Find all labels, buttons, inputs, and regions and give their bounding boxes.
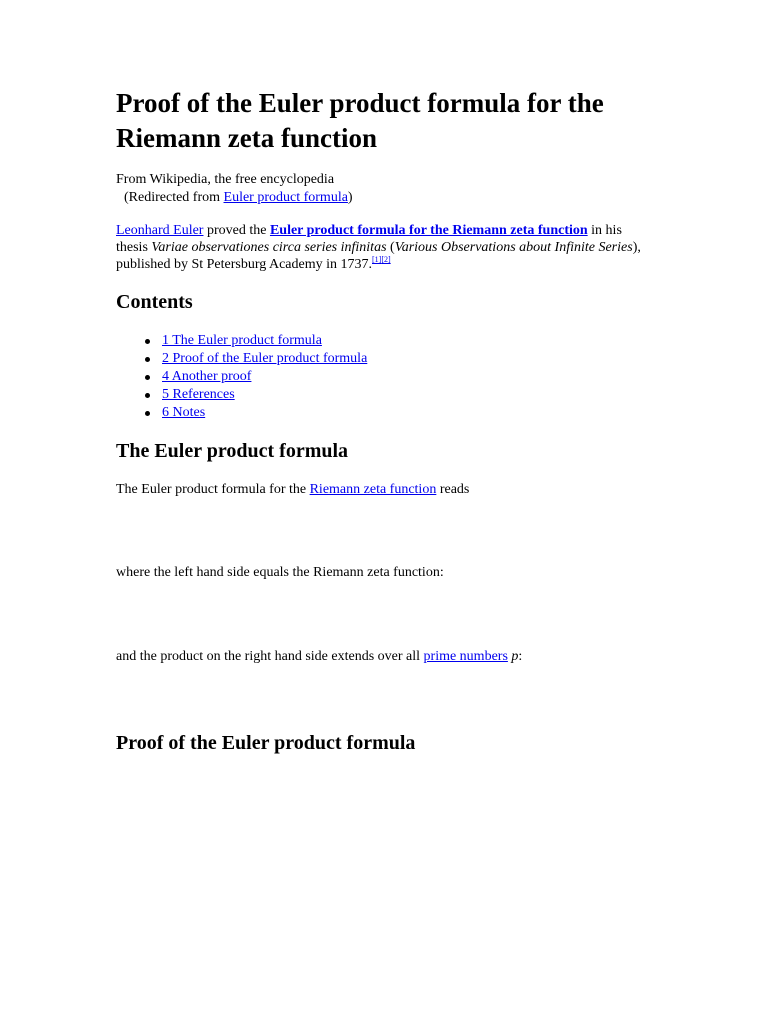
page-title: Proof of the Euler product formula for the Riemann zeta function (116, 88, 604, 153)
redirect-link[interactable]: Euler product formula (223, 190, 348, 205)
intro-text: ), published by St Petersburg Academy in 1737. (116, 240, 641, 272)
table-of-contents (116, 332, 367, 422)
paragraph-text: : (518, 649, 523, 664)
intro-text: ( (386, 240, 395, 255)
product-paragraph (116, 648, 522, 665)
redirect-suffix: ) (347, 190, 353, 205)
prime-numbers-link[interactable]: prime numbers (423, 649, 508, 664)
paragraph-text: and the product on the right hand side extends over all (116, 649, 424, 664)
paragraph-text: The Euler product formula for the (116, 482, 310, 497)
bullet-icon (145, 375, 150, 380)
toc-link-references[interactable]: 5 References (162, 387, 235, 402)
author-link[interactable]: Leonhard Euler (116, 223, 204, 238)
bullet-icon (145, 411, 150, 416)
bullet-icon (145, 357, 150, 362)
zeta-definition-paragraph: where the left hand side equals the Riemann zeta function: (116, 565, 444, 580)
bullet-icon (145, 393, 150, 398)
toc-item (116, 386, 367, 404)
thesis-translation: Various Observations about Infinite Series (394, 240, 633, 255)
tagline: From Wikipedia, the free encyclopedia (116, 172, 335, 187)
redirect-notice (124, 189, 353, 206)
toc-item (116, 332, 367, 350)
thesis-title: Variae observationes circa series infinitas (151, 240, 387, 255)
variable-p: p (511, 649, 519, 664)
intro-text: in his thesis (116, 223, 622, 255)
reference-link-1[interactable]: [1] (372, 255, 382, 264)
reference-link-2[interactable]: [2] (381, 255, 391, 264)
contents-heading: Contents (116, 291, 193, 313)
toc-link-proof[interactable]: 2 Proof of the Euler product formula (162, 351, 368, 366)
toc-link-notes[interactable]: 6 Notes (162, 405, 206, 420)
redirect-prefix: (Redirected from (124, 190, 224, 205)
formula-link[interactable]: Euler product formula for the Riemann zeta function (269, 223, 588, 238)
section-heading-euler-product-formula: The Euler product formula (116, 440, 349, 462)
toc-link-euler-product-formula[interactable]: 1 The Euler product formula (162, 333, 322, 348)
toc-item (116, 368, 367, 386)
intro-text: proved the (203, 223, 270, 238)
toc-item (116, 350, 367, 368)
toc-item (116, 404, 367, 422)
paragraph-text: reads (436, 482, 470, 497)
section-heading-proof: Proof of the Euler product formula (116, 732, 416, 754)
bullet-icon (145, 339, 150, 344)
formula-intro-paragraph (116, 481, 469, 498)
toc-link-another-proof[interactable]: 4 Another proof (162, 369, 252, 384)
intro-paragraph (116, 222, 646, 273)
riemann-zeta-link[interactable]: Riemann zeta function (309, 482, 437, 497)
